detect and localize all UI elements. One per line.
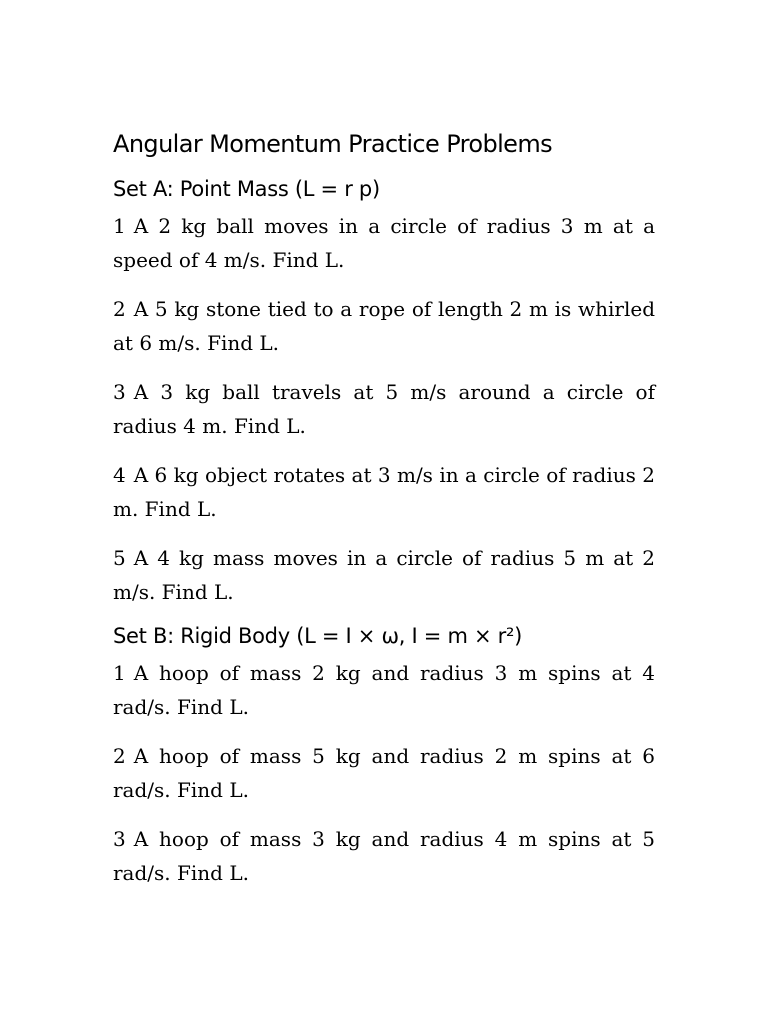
document-title: Angular Momentum Practice Problems [113,130,553,158]
set-heading: Set A: Point Mass (L = r p) [113,177,380,201]
problem-number: 3 [113,380,126,404]
problem-item [113,209,655,277]
problem-number: 1 [113,661,126,685]
problem-item [113,541,655,609]
problem-text: A hoop of mass 2 kg and radius 3 m spins at 4 rad/s. Find L. [113,661,655,719]
problem-text: A hoop of mass 5 kg and radius 2 m spins at 6 rad/s. Find L. [113,744,655,802]
problem-item [113,458,655,526]
problem-number: 4 [113,463,126,487]
problem-item [113,656,655,724]
problem-item [113,375,655,443]
problem-number: 5 [113,546,126,570]
problem-item [113,292,655,360]
problem-list [113,209,655,609]
set-heading: Set B: Rigid Body (L = I × ω, I = m × r²) [113,624,523,648]
problem-text: A hoop of mass 3 kg and radius 4 m spins at 5 rad/s. Find L. [113,827,655,885]
problem-set-a [113,174,655,609]
problem-number: 2 [113,744,126,768]
problem-text: A 4 kg mass moves in a circle of radius 5 m at 2 m/s. Find L. [113,546,655,604]
problem-text: A 3 kg ball travels at 5 m/s around a circle of radius 4 m. Find L. [113,380,655,438]
problem-number: 2 [113,297,126,321]
problem-text: A 2 kg ball moves in a circle of radius 3 m at a speed of 4 m/s. Find L. [113,214,655,272]
problem-item [113,739,655,807]
problem-list [113,656,655,890]
problem-number: 3 [113,827,126,851]
problem-text: A 6 kg object rotates at 3 m/s in a circle of radius 2 m. Find L. [113,463,655,521]
problem-number: 1 [113,214,126,238]
problem-set-b [113,621,655,890]
problem-item [113,822,655,890]
problem-text: A 5 kg stone tied to a rope of length 2 m is whirled at 6 m/s. Find L. [113,297,655,355]
document-page [113,124,655,905]
